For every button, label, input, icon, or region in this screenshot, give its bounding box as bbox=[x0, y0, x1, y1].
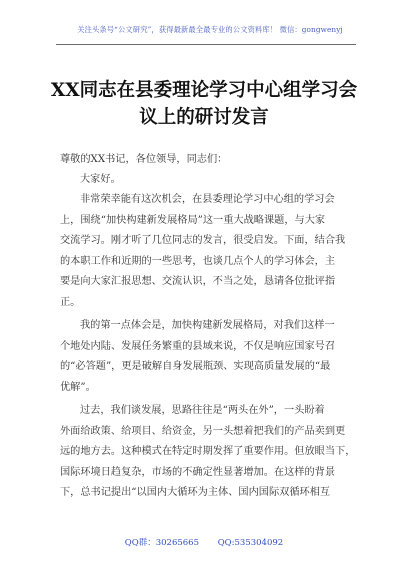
title-line-2: 议上的研讨发言 bbox=[139, 107, 269, 128]
paragraph-2 bbox=[60, 316, 358, 398]
paragraph-line: 下，总书记提出“以国内大循环为主体、国内国际双循环相互 bbox=[60, 487, 331, 498]
paragraph-line: 国际环境日趋复杂，市场的不确定性显著增加。在这样的背景 bbox=[60, 466, 336, 478]
paragraph-3 bbox=[60, 401, 358, 504]
footer-contact bbox=[0, 536, 408, 548]
greeting: 大家好。 bbox=[80, 174, 121, 185]
paragraph-line: 过去，我们谈发展，思路往往是“两头在外”，一头盼着 bbox=[80, 405, 325, 416]
footer-qq-group: QQ群：30265665 bbox=[124, 538, 199, 548]
paragraph-line: 优解”。 bbox=[60, 381, 96, 393]
paragraph-line: 要是向大家汇报思想、交流认识，不当之处，恳请各位批评指 bbox=[60, 276, 336, 287]
paragraph-line: 个地处内陆、发展任务繁重的县域来说，不仅是响应国家号召 bbox=[60, 340, 336, 352]
footer-qq: QQ:535304092 bbox=[217, 538, 284, 548]
header-divider bbox=[56, 44, 356, 45]
paragraph-line: 远的地方去。这种模式在特定时期发挥了重要作用。但放眼当下， bbox=[60, 446, 356, 457]
paragraph-1 bbox=[60, 190, 358, 313]
salutation: 尊敬的XX书记，各位领导，同志们： bbox=[60, 154, 228, 165]
paragraph-line: 的“必答题”，更是破解自身发展瓶颈、实现高质量发展的“最 bbox=[60, 361, 331, 372]
paragraph-line: 的本职工作和近期的一些思考，也谈几点个人的学习体会，主 bbox=[60, 255, 336, 267]
header-banner bbox=[60, 25, 360, 35]
paragraph-line: 上，围绕“加快构建新发展格局”这一重大战略课题，与大家 bbox=[60, 214, 326, 226]
document-title bbox=[40, 77, 368, 131]
paragraph-line: 非常荣幸能有这次机会，在县委理论学习中心组的学习会 bbox=[80, 194, 335, 205]
title-line-1: XX同志在县委理论学习中心组学习会 bbox=[50, 80, 358, 101]
paragraph-line: 交流学习。刚才听了几位同志的发言，很受启发。下面，结合我 bbox=[60, 235, 346, 246]
paragraph-line: 正。 bbox=[60, 296, 81, 308]
paragraph-line: 外面给政策、给项目、给资金，另一头想着把我们的产品卖到更 bbox=[60, 425, 346, 437]
document-body bbox=[60, 150, 358, 507]
header-banner-text: 关注头条号“公文研究”，获得最新最全最专业的公文资料库！ 微信：gongwenyj bbox=[77, 25, 343, 34]
paragraph-line: 我的第一点体会是，加快构建新发展格局，对我们这样一 bbox=[80, 320, 335, 331]
